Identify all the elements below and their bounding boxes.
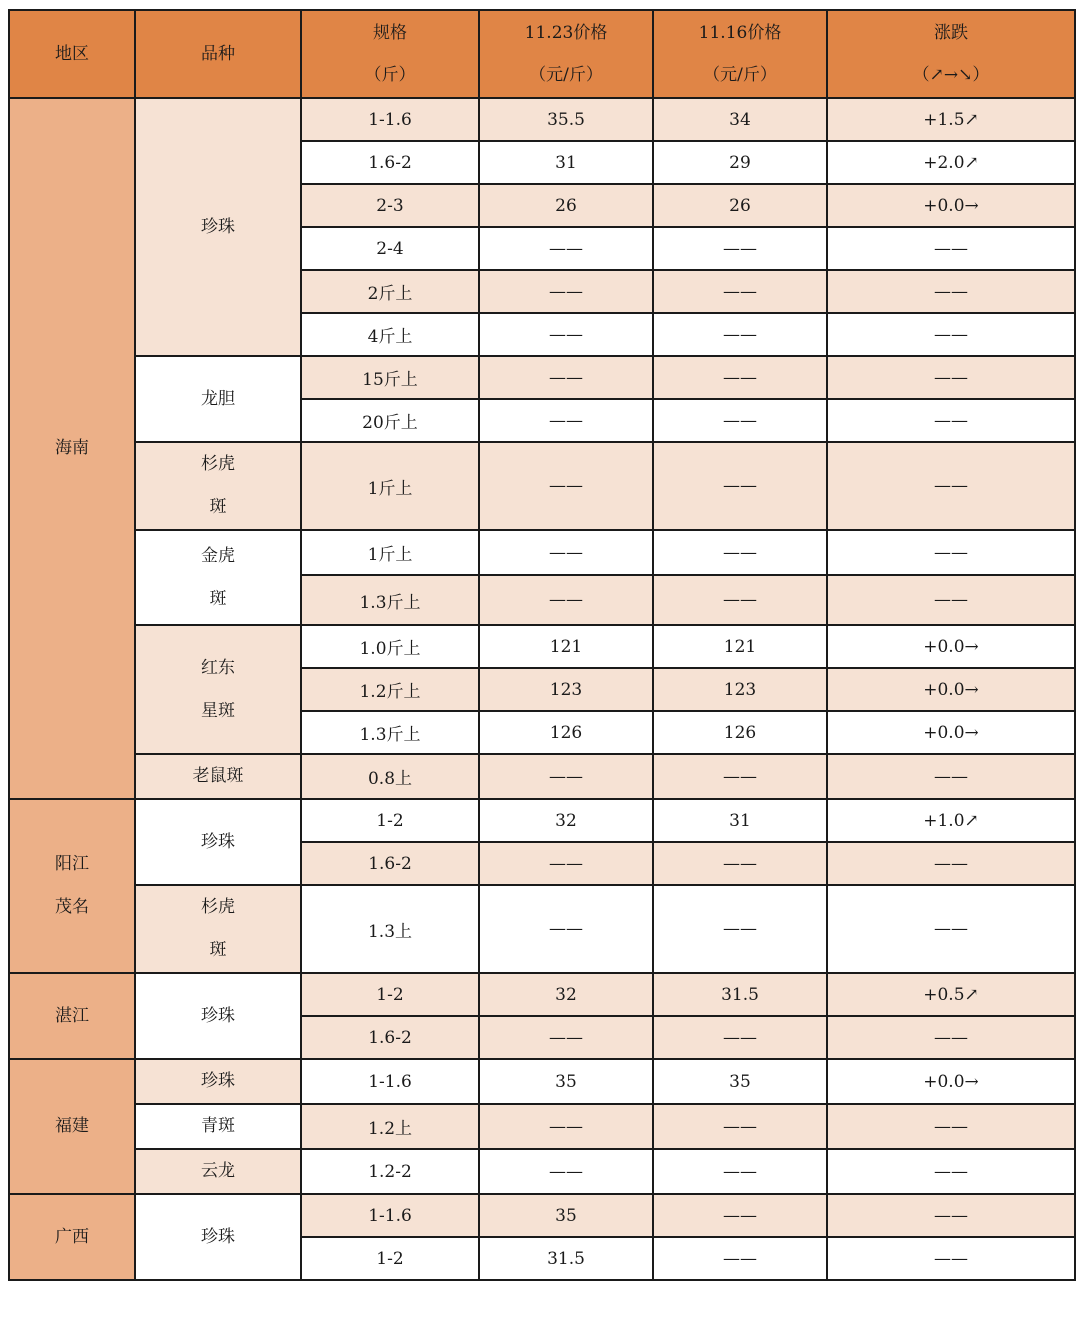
price-old-cell: —— (653, 575, 827, 625)
price-old-cell: —— (653, 530, 827, 575)
variety-laoshu: 老鼠斑 (135, 754, 301, 799)
price-new-cell: 35 (479, 1059, 653, 1104)
change-cell: +0.0→ (827, 625, 1075, 668)
change-cell: +0.0→ (827, 1059, 1075, 1104)
price-old-cell: —— (653, 399, 827, 442)
price-old-cell: —— (653, 442, 827, 530)
change-cell: —— (827, 356, 1075, 399)
change-cell: —— (827, 1016, 1075, 1059)
price-new-cell: —— (479, 227, 653, 270)
table-row (9, 98, 1075, 141)
table-row (9, 1104, 1075, 1149)
table-row (9, 530, 1075, 575)
price-new-cell: —— (479, 399, 653, 442)
price-old-cell: —— (653, 842, 827, 885)
price-old-cell: 35 (653, 1059, 827, 1104)
header-price-new: 11.23价格 （元/斤） (479, 10, 653, 98)
change-cell: +1.0↗ (827, 799, 1075, 842)
spec-cell: 1.6-2 (301, 842, 479, 885)
price-table (8, 9, 1076, 1281)
table-row (9, 625, 1075, 668)
spec-cell: 1.6-2 (301, 141, 479, 184)
price-old-cell: 26 (653, 184, 827, 227)
price-new-cell: —— (479, 530, 653, 575)
price-new-cell: —— (479, 1149, 653, 1194)
change-cell: —— (827, 1237, 1075, 1280)
change-cell: —— (827, 754, 1075, 799)
price-new-cell: —— (479, 1016, 653, 1059)
price-new-cell: —— (479, 270, 653, 313)
price-new-cell: —— (479, 442, 653, 530)
change-cell: —— (827, 575, 1075, 625)
change-cell: —— (827, 442, 1075, 530)
price-new-cell: 32 (479, 973, 653, 1016)
price-old-cell: —— (653, 885, 827, 973)
header-change: 涨跌 （↗→↘） (827, 10, 1075, 98)
spec-cell: 1.3上 (301, 885, 479, 973)
price-new-cell: 35.5 (479, 98, 653, 141)
price-old-cell: —— (653, 1016, 827, 1059)
spec-cell: 1.3斤上 (301, 711, 479, 754)
price-new-cell: —— (479, 754, 653, 799)
variety-zhenzhu: 珍珠 (135, 1194, 301, 1280)
header-price-old: 11.16价格 （元/斤） (653, 10, 827, 98)
price-old-cell: —— (653, 313, 827, 356)
region-hainan: 海南 (9, 98, 135, 799)
price-old-cell: 29 (653, 141, 827, 184)
price-old-cell: 34 (653, 98, 827, 141)
variety-zhenzhu: 珍珠 (135, 1059, 301, 1104)
region-yangjiang-maoming: 阳江 茂名 (9, 799, 135, 973)
spec-cell: 1斤上 (301, 530, 479, 575)
price-old-cell: —— (653, 1237, 827, 1280)
change-cell: +0.0→ (827, 711, 1075, 754)
price-new-cell: —— (479, 1104, 653, 1149)
price-new-cell: —— (479, 885, 653, 973)
spec-cell: 1-2 (301, 1237, 479, 1280)
price-new-cell: 32 (479, 799, 653, 842)
table-row (9, 885, 1075, 973)
variety-jinhu: 金虎 斑 (135, 530, 301, 625)
header-variety: 品种 (135, 10, 301, 98)
price-old-cell: —— (653, 754, 827, 799)
variety-qingban: 青斑 (135, 1104, 301, 1149)
spec-cell: 20斤上 (301, 399, 479, 442)
spec-cell: 1-1.6 (301, 98, 479, 141)
spec-cell: 1-2 (301, 973, 479, 1016)
table-row (9, 1149, 1075, 1194)
table-row (9, 1059, 1075, 1104)
change-cell: —— (827, 313, 1075, 356)
region-guangxi: 广西 (9, 1194, 135, 1280)
spec-cell: 1斤上 (301, 442, 479, 530)
price-new-cell: 35 (479, 1194, 653, 1237)
price-new-cell: 26 (479, 184, 653, 227)
price-old-cell: 123 (653, 668, 827, 711)
price-new-cell: —— (479, 575, 653, 625)
spec-cell: 4斤上 (301, 313, 479, 356)
change-cell: +1.5↗ (827, 98, 1075, 141)
change-cell: —— (827, 1104, 1075, 1149)
spec-cell: 1-1.6 (301, 1194, 479, 1237)
table-row (9, 754, 1075, 799)
price-old-cell: 31.5 (653, 973, 827, 1016)
change-cell: —— (827, 227, 1075, 270)
spec-cell: 1.2上 (301, 1104, 479, 1149)
price-new-cell: 126 (479, 711, 653, 754)
header-spec: 规格 （斤） (301, 10, 479, 98)
price-new-cell: 121 (479, 625, 653, 668)
price-old-cell: —— (653, 1194, 827, 1237)
header-region: 地区 (9, 10, 135, 98)
spec-cell: 1-1.6 (301, 1059, 479, 1104)
variety-shanhu: 杉虎 斑 (135, 442, 301, 530)
variety-zhenzhu: 珍珠 (135, 973, 301, 1059)
price-old-cell: 121 (653, 625, 827, 668)
region-fujian: 福建 (9, 1059, 135, 1194)
price-new-cell: —— (479, 842, 653, 885)
price-old-cell: —— (653, 356, 827, 399)
price-old-cell: 126 (653, 711, 827, 754)
change-cell: —— (827, 1149, 1075, 1194)
spec-cell: 0.8上 (301, 754, 479, 799)
price-new-cell: 31 (479, 141, 653, 184)
change-cell: +0.0→ (827, 668, 1075, 711)
variety-zhenzhu: 珍珠 (135, 98, 301, 356)
price-old-cell: 31 (653, 799, 827, 842)
price-old-cell: —— (653, 227, 827, 270)
price-new-cell: 31.5 (479, 1237, 653, 1280)
table-row (9, 799, 1075, 842)
variety-zhenzhu: 珍珠 (135, 799, 301, 885)
table-row (9, 356, 1075, 399)
change-cell: +2.0↗ (827, 141, 1075, 184)
price-new-cell: —— (479, 313, 653, 356)
change-cell: —— (827, 270, 1075, 313)
change-cell: +0.0→ (827, 184, 1075, 227)
spec-cell: 1.2斤上 (301, 668, 479, 711)
spec-cell: 1.0斤上 (301, 625, 479, 668)
price-old-cell: —— (653, 1149, 827, 1194)
variety-longdan: 龙胆 (135, 356, 301, 442)
table-row (9, 442, 1075, 530)
spec-cell: 1.3斤上 (301, 575, 479, 625)
price-new-cell: —— (479, 356, 653, 399)
spec-cell: 2-4 (301, 227, 479, 270)
spec-cell: 1.2-2 (301, 1149, 479, 1194)
change-cell: —— (827, 1194, 1075, 1237)
variety-yunlong: 云龙 (135, 1149, 301, 1194)
change-cell: —— (827, 885, 1075, 973)
price-old-cell: —— (653, 270, 827, 313)
table-row (9, 1194, 1075, 1237)
spec-cell: 2斤上 (301, 270, 479, 313)
region-zhanjiang: 湛江 (9, 973, 135, 1059)
spec-cell: 1-2 (301, 799, 479, 842)
change-cell: —— (827, 530, 1075, 575)
spec-cell: 2-3 (301, 184, 479, 227)
change-cell: —— (827, 399, 1075, 442)
table-row (9, 973, 1075, 1016)
spec-cell: 1.6-2 (301, 1016, 479, 1059)
variety-hongdong: 红东 星斑 (135, 625, 301, 754)
change-cell: —— (827, 842, 1075, 885)
variety-shanhu: 杉虎 斑 (135, 885, 301, 973)
change-cell: +0.5↗ (827, 973, 1075, 1016)
spec-cell: 15斤上 (301, 356, 479, 399)
price-old-cell: —— (653, 1104, 827, 1149)
price-new-cell: 123 (479, 668, 653, 711)
